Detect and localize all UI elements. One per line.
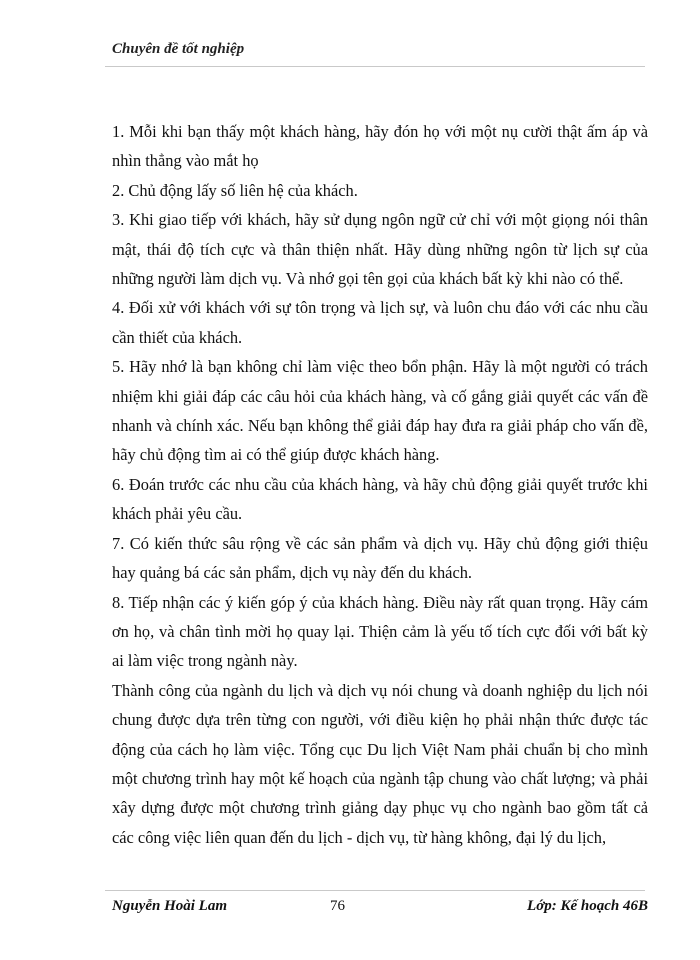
paragraph-8: 8. Tiếp nhận các ý kiến góp ý của khách hàng. Điều này rất quan trọng. Hãy cám ơn họ, và chân tình mời họ quay lại. Thiện cảm là yếu tố tích cực đối với bất kỳ ai làm việc trong ngành này. bbox=[112, 592, 648, 671]
paragraph-5: 5. Hãy nhớ là bạn không chỉ làm việc theo bổn phận. Hãy là một người có trách nhiệm khi giải đáp các câu hỏi của khách hàng, và cố gắng giải quyết các vấn đề nhanh và chính xác. Nếu bạn không thể giải đáp hay đưa ra giải pháp cho vấn đề, hãy chủ động tìm ai có thể giúp được khách hàng. bbox=[112, 357, 648, 465]
paragraph-6: 6. Đoán trước các nhu cầu của khách hàng, và hãy chủ động giải quyết trước khi khách phải yêu cầu. bbox=[112, 474, 648, 524]
header-title: Chuyên đề tốt nghiệp bbox=[112, 41, 245, 57]
footer-page-number: 76 bbox=[330, 898, 345, 914]
footer-author: Nguyễn Hoài Lam bbox=[112, 898, 227, 914]
paragraph-3: 3. Khi giao tiếp với khách, hãy sử dụng ngôn ngữ cử chỉ với một giọng nói thân mật, thái độ tích cực và thân thiện nhất. Hãy dùng những ngôn từ lịch sự của những người làm dịch vụ. Và nhớ gọi tên gọi của khách bất kỳ khi nào có thể. bbox=[112, 210, 648, 289]
paragraph-7: 7. Có kiến thức sâu rộng về các sản phẩm và dịch vụ. Hãy chủ động giới thiệu hay quảng bá các sản phẩm, dịch vụ này đến du khách. bbox=[112, 533, 648, 583]
page-footer bbox=[112, 898, 648, 920]
footer-divider bbox=[105, 890, 645, 891]
header-divider bbox=[105, 66, 645, 67]
paragraph-2: 2. Chủ động lấy số liên hệ của khách. bbox=[112, 180, 358, 200]
body-text bbox=[112, 117, 648, 852]
footer-class-label: Lớp: Kế hoạch 46B bbox=[527, 898, 648, 914]
paragraph-9: Thành công của ngành du lịch và dịch vụ nói chung và doanh nghiệp du lịch nói chung được dựa trên từng con người, với điều kiện họ phải nhận thức được tác động của cách họ làm việc. Tổng cục Du lịch Việt Nam phải chuẩn bị cho mình một chương trình hay một kế hoạch của ngành tập chung vào chất lượng; và phải xây dựng được một chương trình giảng dạy phục vụ cho ngành bao gồm tất cả các công việc liên quan đến du lịch - dịch vụ, từ hàng không, đại lý du lịch, bbox=[112, 680, 648, 847]
paragraph-1: 1. Mỗi khi bạn thấy một khách hàng, hãy đón họ với một nụ cười thật ấm áp và nhìn thẳng vào mắt họ bbox=[112, 122, 648, 171]
paragraph-4: 4. Đối xử với khách với sự tôn trọng và lịch sự, và luôn chu đáo với các nhu cầu cần thiết của khách. bbox=[112, 298, 648, 347]
